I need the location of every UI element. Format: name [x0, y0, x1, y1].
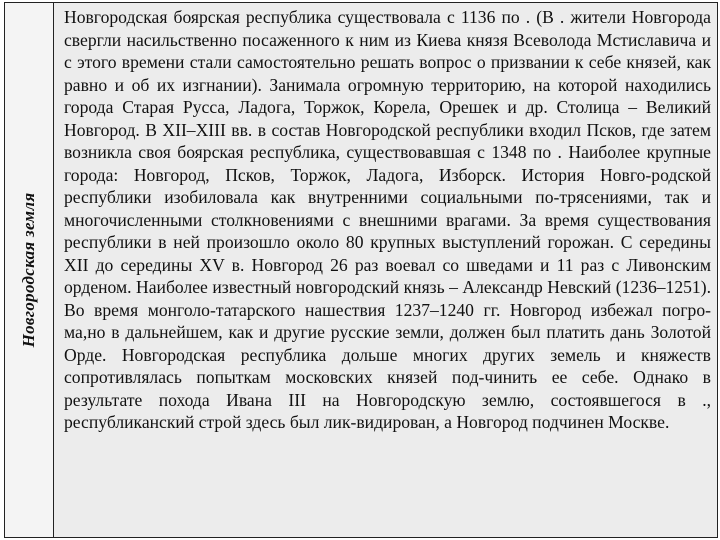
- side-label-column: [5, 3, 54, 537]
- side-label: Новгородская земля: [19, 192, 38, 348]
- body-text: Новгородская боярская республика существовала с 1136 по . (В . жители Новгорода свергли насильственно посаженного к ним из Киева князя Всеволода Мстиславича и с этого времени стали самостоятельно решать вопрос о призвании к себе князей, как равно и об их изгнании). Занимала огромную территорию, на которой находились города Старая Русса, Ладога, Торжок, Корела, Орешек и др. Столица – Великий Новгород. В XII–XIII вв. в состав Новгородской республики входил Псков, где затем возникла своя боярская республика, существовавшая с 1348 по . Наиболее крупные города: Новгород, Псков, Торжок, Ладога, Изборск. История Новго-родской республики изобиловала как внутренними социальными по-трясениями, так и многочисленными столкновениями с внешними врагами. За время существования республики в ней произошло около 80 крупных выступлений горожан. С середины XII до середины XV в. Новгород 26 раз воевал со шведами и 11 раз с Ливонским орденом. Наиболее известный новгородский князь – Александр Невский (1236–1251). Во время монголо-татарского нашествия 1237–1240 гг. Новгород избежал погро-ма,но в дальнейшем, как и другие русские земли, должен был платить дань Золотой Орде. Новгородская республика дольше многих других земель и княжеств сопротивлялась попыткам московских князей под-чинить ее себе. Однако в результате похода Ивана III на Новгородскую землю, состоявшегося в ., республиканский строй здесь был лик-видирован, а Новгород подчинен Москве.: [64, 7, 711, 432]
- text-frame: [4, 2, 718, 538]
